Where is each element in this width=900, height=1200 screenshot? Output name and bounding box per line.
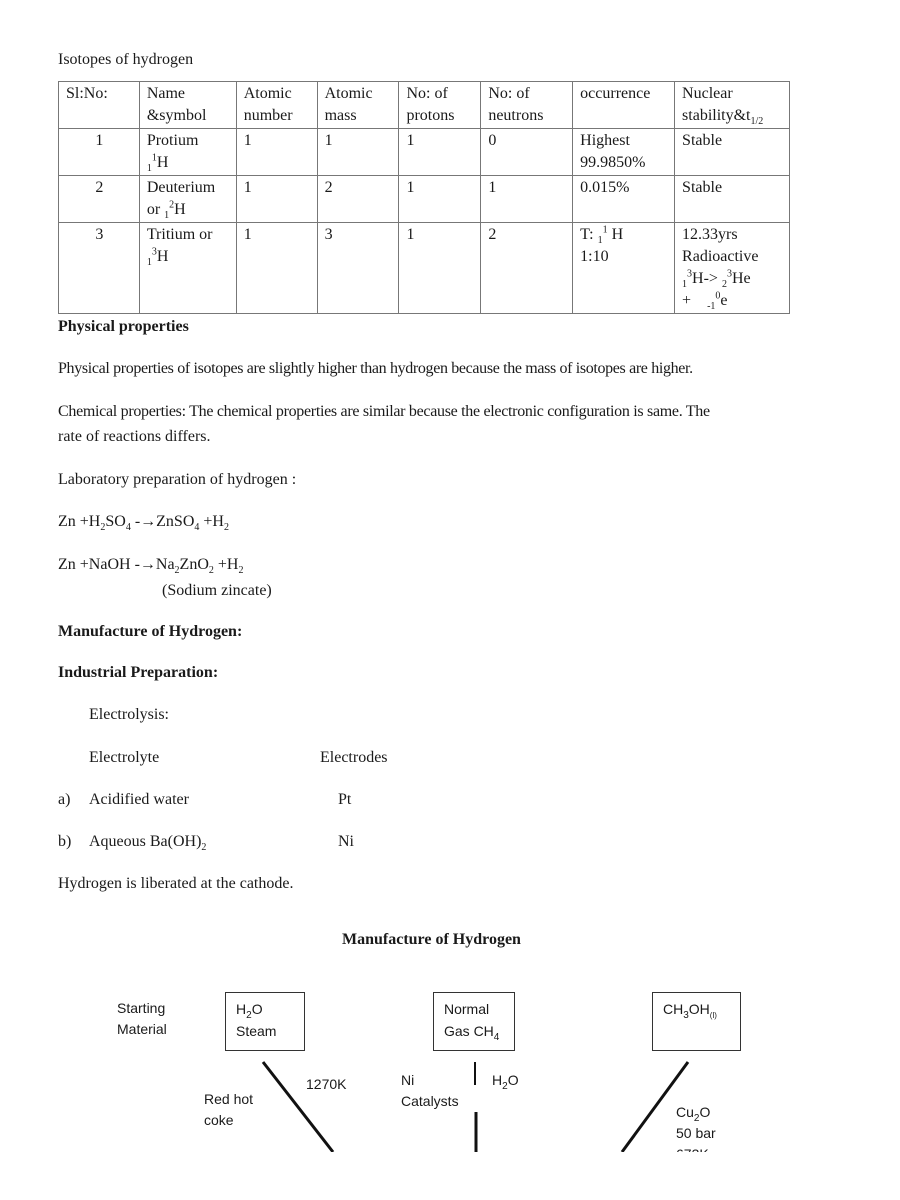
methanol-box: $CH_3OH_{(l)}$: [652, 992, 741, 1051]
electrodes-column-header: Electrodes: [320, 749, 388, 766]
header-occurrence: occurrence: [573, 82, 675, 129]
electrolyte-item: Acidified water: [89, 791, 189, 808]
methanol-arrow-line: [622, 1062, 688, 1152]
cell-neutrons: 0: [481, 129, 573, 176]
cell-sl: 1: [59, 129, 140, 176]
chemical-properties-line2: rate of reactions differs.: [58, 428, 211, 445]
chemical-properties-line1: Chemical properties: The chemical properties are similar because the electronic configuration is same. The: [58, 403, 710, 420]
manufacture-title: Manufacture of Hydrogen:: [58, 623, 243, 640]
equation-zinc-acid: $Zn +H_2SO_4$ -→ZnSO$_4$ $+H_2$: [58, 513, 229, 534]
temperature-label: 1270K: [306, 1076, 347, 1092]
cell-atomic-number: 1: [236, 223, 317, 314]
page-heading: Isotopes of hydrogen: [58, 51, 194, 68]
red-hot-coke-label: Red hot coke: [204, 1091, 254, 1128]
cell-name: Deuterium or $_1^2$H: [139, 176, 236, 223]
cathode-note: Hydrogen is liberated at the cathode.: [58, 875, 294, 892]
cell-occurrence: T: $_1^1$ H 1:10: [573, 223, 675, 314]
cell-stability: 12.33yrs Radioactive $_1^3$H-> $_2^3$He + $_{-1}^0$e: [675, 223, 790, 314]
cell-stability: Stable: [675, 176, 790, 223]
cell-protons: 1: [399, 129, 481, 176]
header-neutrons: No: of neutrons: [481, 82, 573, 129]
list-marker: a): [58, 791, 71, 808]
decay-equation: $_1^3$H-> $_2^3$He: [682, 268, 751, 291]
industrial-preparation-title: Industrial Preparation:: [58, 664, 219, 681]
sodium-zincate-note: (Sodium zincate): [162, 582, 272, 599]
cell-sl: 2: [59, 176, 140, 223]
cell-occurrence: 0.015%: [573, 176, 675, 223]
cell-stability: Stable: [675, 129, 790, 176]
cell-name: Tritium or $_1^3$H: [139, 223, 236, 314]
header-stability: Nuclear $stability\&t_{1/2}$: [675, 82, 790, 129]
coke-arrow-line: [263, 1062, 333, 1152]
header-sl: Sl:No:: [59, 82, 140, 129]
cell-protons: 1: [399, 176, 481, 223]
lab-preparation-title: Laboratory preparation of hydrogen :: [58, 471, 297, 488]
header-protons: No: of protons: [399, 82, 481, 129]
electrolyte-column-header: Electrolyte: [89, 749, 160, 766]
cell-atomic-mass: 1: [317, 129, 399, 176]
cell-atomic-number: 1: [236, 176, 317, 223]
copper-oxide-label: $Cu_2O$ 50 bar: [676, 1104, 716, 1141]
natural-gas-box: Normal Gas $CH_4$: [433, 992, 515, 1051]
water-label: $H_2O$: [492, 1072, 519, 1092]
cell-occurrence: Highest 99.9850%: [573, 129, 675, 176]
cell-atomic-mass: 3: [317, 223, 399, 314]
header-atomic-number: Atomic number: [236, 82, 317, 129]
header-atomic-mass: Atomic mass: [317, 82, 399, 129]
starting-material-label: Starting Material: [117, 1000, 167, 1037]
list-marker: b): [58, 833, 72, 850]
diagram-title: Manufacture of Hydrogen: [342, 931, 521, 948]
electrolysis-label: Electrolysis:: [89, 706, 169, 723]
cell-neutrons: 1: [481, 176, 573, 223]
cell-protons: 1: [399, 223, 481, 314]
cell-atomic-number: 1: [236, 129, 317, 176]
cell-name: Protium $_1^1$H: [139, 129, 236, 176]
cell-sl: 3: [59, 223, 140, 314]
physical-properties-text: Physical properties of isotopes are slightly higher than hydrogen because the mass of isotopes are higher.: [58, 360, 693, 377]
page-bottom-mask: [0, 1152, 900, 1200]
cell-atomic-mass: 2: [317, 176, 399, 223]
physical-properties-title: Physical properties: [58, 318, 189, 335]
electrode-item: Ni: [338, 833, 354, 850]
steam-box: $H_2O$ Steam: [225, 992, 305, 1051]
equation-zinc-base: Zn +NaOH $-\to Na_2ZnO_2 +H_2$: [58, 556, 244, 577]
electrolyte-item: Aqueous $Ba(OH)_2$: [89, 833, 207, 854]
nickel-catalyst-label: Ni Catalysts: [401, 1072, 459, 1109]
electrode-item: Pt: [338, 791, 352, 808]
cell-neutrons: 2: [481, 223, 573, 314]
header-name: Name &symbol: [139, 82, 236, 129]
